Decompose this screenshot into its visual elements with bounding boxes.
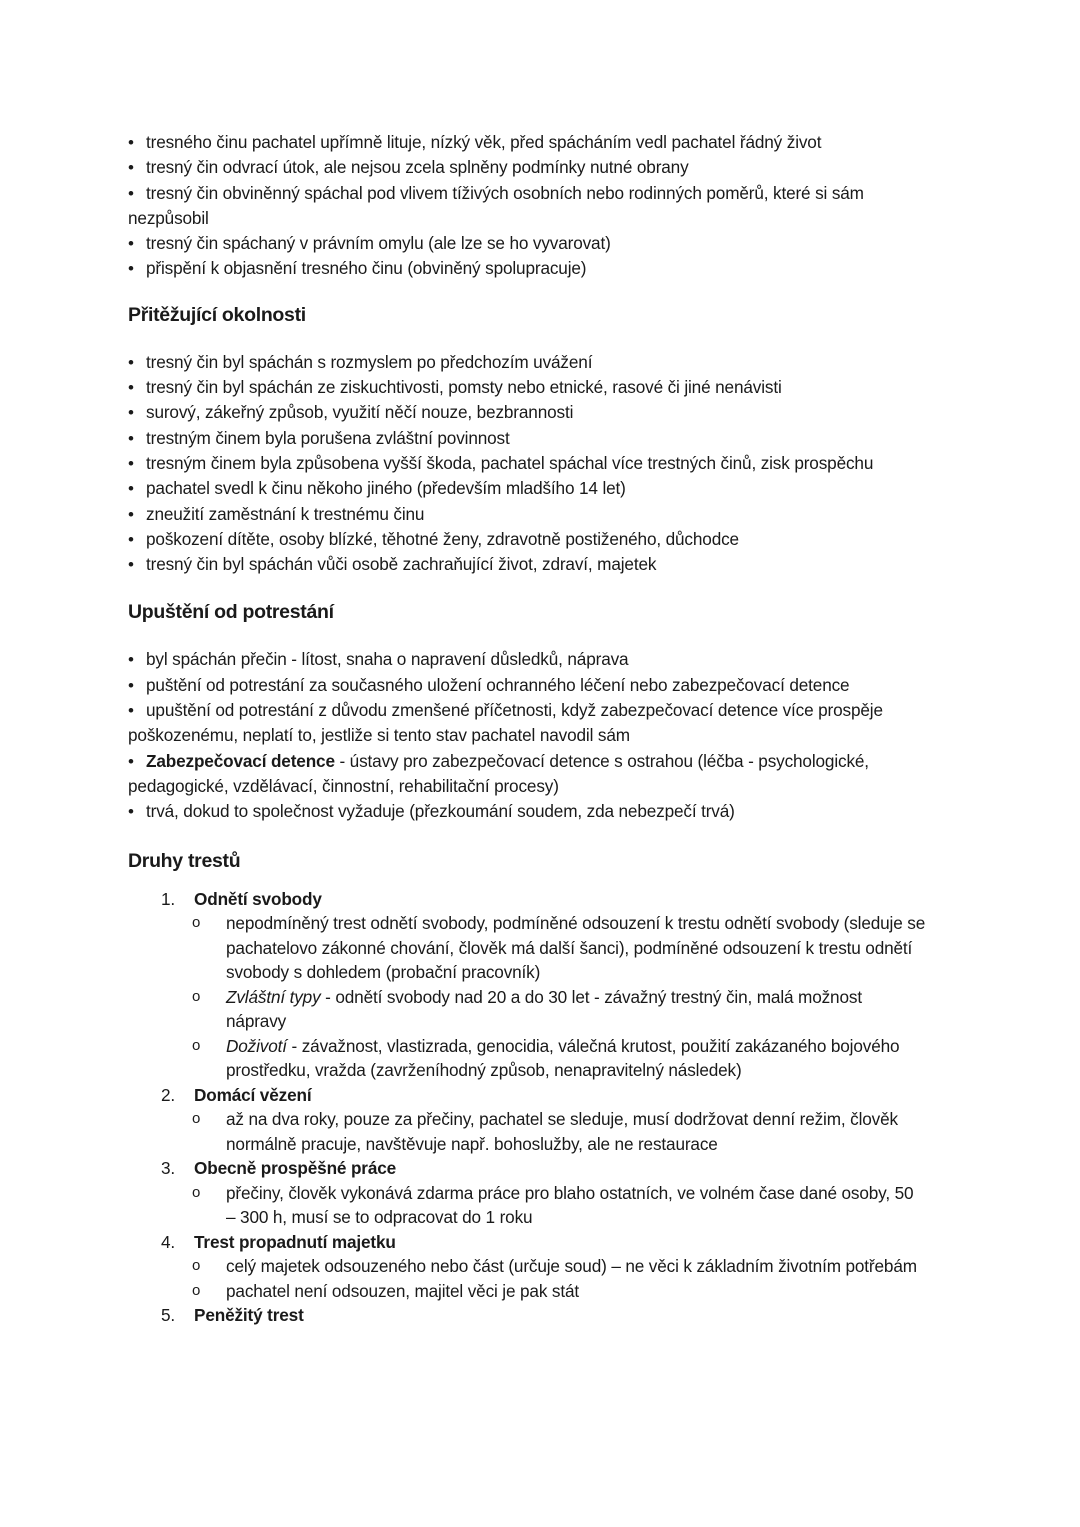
list-item-continuation: nezpůsobil: [128, 207, 209, 228]
item-title: Trest propadnutí majetku: [194, 1231, 396, 1252]
bullet-icon: [128, 451, 146, 476]
item-number: 1.: [161, 888, 176, 909]
item-title: Obecně prospěšné práce: [194, 1158, 397, 1179]
list-item: •surový, zákeřný způsob, využití něčí nouze, bezbrannosti: [128, 400, 958, 425]
punishment-item: [161, 887, 958, 912]
list-item: •byl spáchán přečin - lítost, snaha o napravení důsledků, náprava: [128, 647, 958, 672]
bullet-icon: [128, 749, 146, 774]
bullet-icon: [128, 256, 146, 281]
bullet-icon: [128, 476, 146, 501]
bullet-icon: [128, 426, 146, 451]
circle-bullet-icon: o: [192, 1036, 201, 1054]
circle-bullet-icon: o: [192, 914, 201, 932]
item-number: 4.: [161, 1231, 176, 1252]
list-item: •tresný čin odvrací útok, ale nejsou zcela splněny podmínky nutné obrany: [128, 155, 958, 180]
bullet-icon: [128, 552, 146, 577]
sub-item: o až na dva roky, pouze za přečiny, pachatel se sleduje, musí dodržovat denní režim, člověk normálně pracuje, navštěvuje např. bohoslužby, ale ne restaurace: [192, 1109, 898, 1154]
item-number: 2.: [161, 1084, 176, 1105]
bullet-icon: [128, 527, 146, 552]
bullet-icon: [128, 799, 146, 824]
circle-bullet-icon: o: [192, 1110, 201, 1128]
sub-item: o Doživotí - závažnost, vlastizrada, genocidia, válečná krutost, použití zakázaného bojového prostředku, vražda (zavrženíhodný způsob, nenapravitelný následek): [192, 1035, 900, 1081]
list-item: •poškození dítěte, osoby blízké, těhotné ženy, zdravotně postiženého, důchodce: [128, 527, 958, 552]
list-item: •tresný čin byl spáchán vůči osobě zachraňující život, zdraví, majetek: [128, 552, 958, 577]
list-item: •zneužití zaměstnání k trestnému činu: [128, 502, 958, 527]
sub-item: o pachatel není odsouzen, majitel věci je pak stát: [161, 1279, 926, 1304]
bullet-icon: [128, 375, 146, 400]
item-title: Odnětí svobody: [194, 888, 322, 909]
bullet-icon: [128, 673, 146, 698]
punishments-list: [161, 887, 958, 1328]
bullet-icon: [128, 698, 146, 723]
list-item: •tresný čin byl spáchán ze ziskuchtivosti, pomsty nebo etnické, rasové či jiné nenávisti: [128, 375, 958, 400]
mitigating-list: [128, 130, 958, 282]
item-number: 5.: [161, 1305, 176, 1326]
list-item-continuation: pedagogické, vzdělávací, činnostní, rehabilitační procesy): [128, 775, 559, 796]
item-title: Peněžitý trest: [194, 1305, 304, 1326]
bullet-icon: [128, 155, 146, 180]
list-item: •tresným činem byla způsobena vyšší škoda, pachatel spáchal více trestných činů, zisk prospěchu: [128, 451, 958, 476]
punishment-item: [161, 1083, 958, 1108]
list-item: •puštění od potrestání za současného uložení ochranného léčení nebo zabezpečovací detence: [128, 673, 958, 698]
item-title: Domácí vězení: [194, 1084, 312, 1105]
punishment-item: [161, 1303, 958, 1328]
circle-bullet-icon: o: [192, 1257, 201, 1275]
list-item: •upuštění od potrestání z důvodu zmenšené příčetnosti, když zabezpečovací detence více prospěje: [128, 698, 958, 723]
bullet-icon: [128, 502, 146, 527]
list-item: •tresného činu pachatel upřímně lituje, nízký věk, před spácháním vedl pachatel řádný život: [128, 130, 958, 155]
punishment-item: [161, 1156, 958, 1181]
item-number: 3.: [161, 1158, 176, 1179]
punishment-item: [161, 1230, 958, 1255]
bullet-icon: [128, 130, 146, 155]
circle-bullet-icon: o: [192, 1281, 201, 1299]
list-item-continuation: poškozenému, neplatí to, jestliže si tento stav pachatel navodil sám: [128, 725, 630, 746]
document-page: [128, 130, 958, 1328]
circle-bullet-icon: o: [192, 987, 201, 1005]
list-item: •přispění k objasnění tresného činu (obviněný spolupracuje): [128, 256, 958, 281]
list-item: •pachatel svedl k činu někoho jiného (především mladšího 14 let): [128, 476, 958, 501]
bullet-icon: [128, 647, 146, 672]
bullet-icon: [128, 231, 146, 256]
detention-term: Zabezpečovací detence: [146, 750, 335, 771]
list-item: •tresný čin spáchaný v právním omylu (ale lze se ho vyvarovat): [128, 231, 958, 256]
section-heading-waiver: Upuštění od potrestání: [128, 601, 334, 624]
waiver-list: [128, 647, 958, 824]
list-item: •trvá, dokud to společnost vyžaduje (přezkoumání soudem, zda nebezpečí trvá): [128, 799, 958, 824]
bullet-icon: [128, 400, 146, 425]
sub-item: o nepodmíněný trest odnětí svobody, podmíněné odsouzení k trestu odnětí svobody (sleduje se pachatelovo zákonné chování, člověk má další šanci), podmíněné odsouzení k trestu odnětí svobody s dohledem (probační pracovník): [192, 913, 926, 983]
circle-bullet-icon: o: [192, 1183, 201, 1201]
aggravating-list: [128, 350, 958, 578]
bullet-icon: [128, 181, 146, 206]
list-item: •tresný čin byl spáchán s rozmyslem po předchozím uvážení: [128, 350, 958, 375]
section-heading-aggravating: Přitěžující okolnosti: [128, 303, 306, 326]
sub-item: o celý majetek odsouzeného nebo část (určuje soud) – ne věci k základním životním potřebám: [161, 1254, 926, 1279]
sub-item: o přečiny, člověk vykonává zdarma práce pro blaho ostatních, ve volném čase dané osoby, 50 – 300 h, musí se to odpracovat do 1 roku: [192, 1182, 914, 1228]
bullet-icon: [128, 350, 146, 375]
sub-item: o Zvláštní typy - odnětí svobody nad 20 a do 30 let - závažný trestný čin, malá možnost nápravy: [192, 986, 862, 1032]
list-item: •tresný čin obviněnný spáchal pod vlivem tíživých osobních nebo rodinných poměrů, které si sám: [128, 181, 958, 206]
list-item: •Zabezpečovací detence - ústavy pro zabezpečovací detence s ostrahou (léčba - psychologické,: [128, 749, 958, 774]
section-heading-punishments: Druhy trestů: [128, 849, 241, 872]
list-item: •trestným činem byla porušena zvláštní povinnost: [128, 426, 958, 451]
